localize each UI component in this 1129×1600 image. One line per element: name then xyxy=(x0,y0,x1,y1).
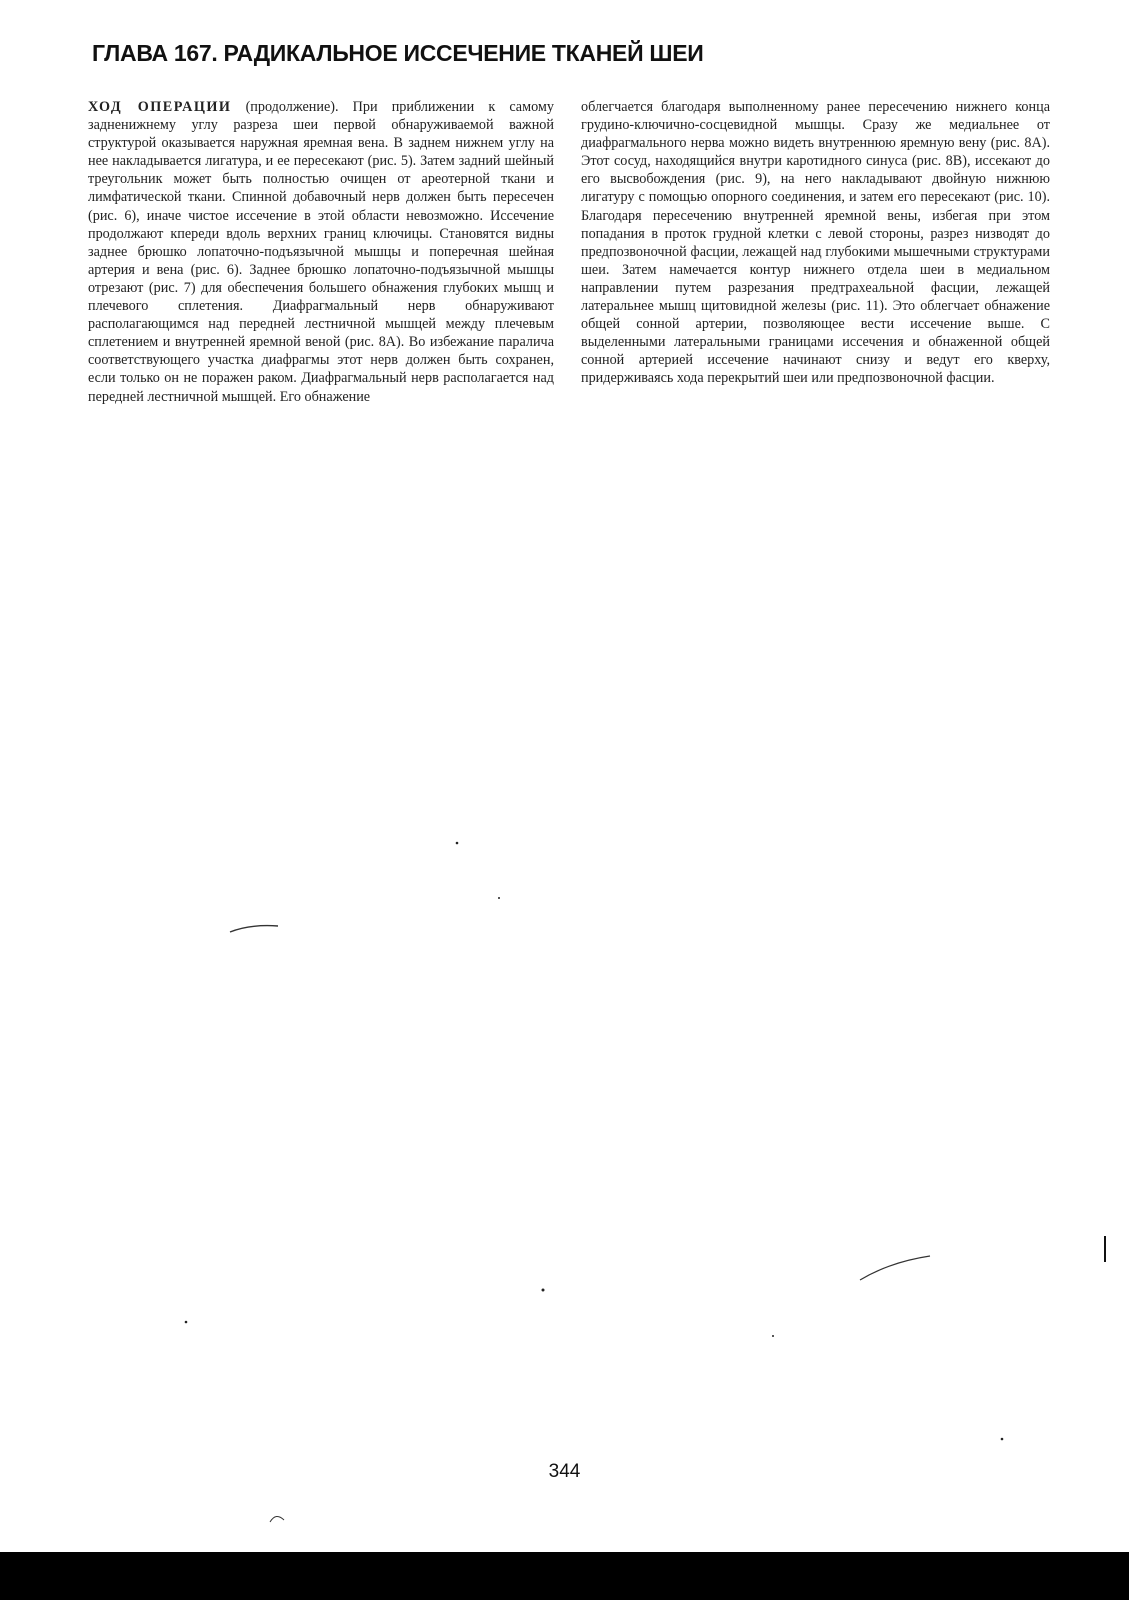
text-column-left xyxy=(88,98,554,406)
scan-border xyxy=(0,1552,1129,1600)
scan-mark xyxy=(542,1289,545,1292)
page-number: 344 xyxy=(548,1461,581,1482)
scan-mark xyxy=(456,842,459,845)
text-column-right xyxy=(581,98,1050,388)
scan-mark xyxy=(230,926,278,932)
left-column-text: (продолжение). При приближении к самому задненижнему углу разреза шеи первой обнаруживаемой важной структурой оказывается наружная яремная вена. В заднем нижнем углу на нее накладывается лигатура, и ее пересекают (рис. 5). Затем задний шейный треугольник может быть полностью очищен от ареотерной ткани и лимфатической ткани. Спинной добавочный нерв должен быть пересечен (рис. 6), иначе чистое иссечение в этой области невозможно. Иссечение продолжают кпереди вдоль верхних границ ключицы. Становятся видны заднее брюшко лопаточно-подъязычной мышцы и поперечная шейная артерия и вена (рис. 6). Заднее брюшко лопаточно-подъязычной мышцы отрезают (рис. 7) для обеспечения большего обнажения глубоких мышц и плечевого сплетения. Диафрагмальный нерв обнаруживают располагающимся над передней лестничной мышцей между плечевым сплетением и внутренней яремной веной (рис. 8A). Во избежание паралича соответствующего участка диафрагмы этот нерв должен быть сохранен, если только он не поражен раком. Диафрагмальный нерв располагается над передней лестничной мышцей. Его обнажение xyxy=(88,99,554,405)
chapter-title: ГЛАВА 167. РАДИКАЛЬНОЕ ИССЕЧЕНИЕ ТКАНЕЙ ШЕИ xyxy=(92,40,704,66)
scan-mark xyxy=(498,897,500,899)
section-heading: ХОД ОПЕРАЦИИ xyxy=(88,99,232,115)
scan-mark xyxy=(772,1335,774,1337)
scan-mark xyxy=(185,1321,188,1324)
scan-mark xyxy=(1001,1438,1004,1441)
scan-mark xyxy=(270,1516,284,1522)
right-column-text: облегчается благодаря выполненному ранее пересечению нижнего конца грудино-ключично-сосцевидной мышцы. Сразу же медиальнее от диафрагмального нерва можно видеть внутреннюю яремную вену (рис. 8A). Этот сосуд, находящийся внутри каротидного синуса (рис. 8B), иссекают до его высвобождения (рис. 9), на него накладывают двойную нижнюю лигатуру с помощью опорного соединения, и затем его пересекают (рис. 10). Благодаря пересечению внутренней яремной вены, избегая при этом попадания в проток грудной клетки с левой стороны, разрез низводят до предпозвоночной фасции, лежащей над глубокими мышечными структурами шеи. Затем намечается контур нижнего отдела шеи в медиальном направлении путем разрезания предтрахеальной фасции, лежащей латеральнее мышц щитовидной железы (рис. 11). Это облегчает обнажение общей сонной артерии, позволяющее вести иссечение выше. С выделенными латеральными границами иссечения и обнаженной общей сонной артерией иссечение начинают снизу и ведут его кверху, придерживаясь хода перекрытий шеи или предпозвоночной фасции. xyxy=(581,99,1050,387)
scan-mark xyxy=(860,1256,930,1280)
